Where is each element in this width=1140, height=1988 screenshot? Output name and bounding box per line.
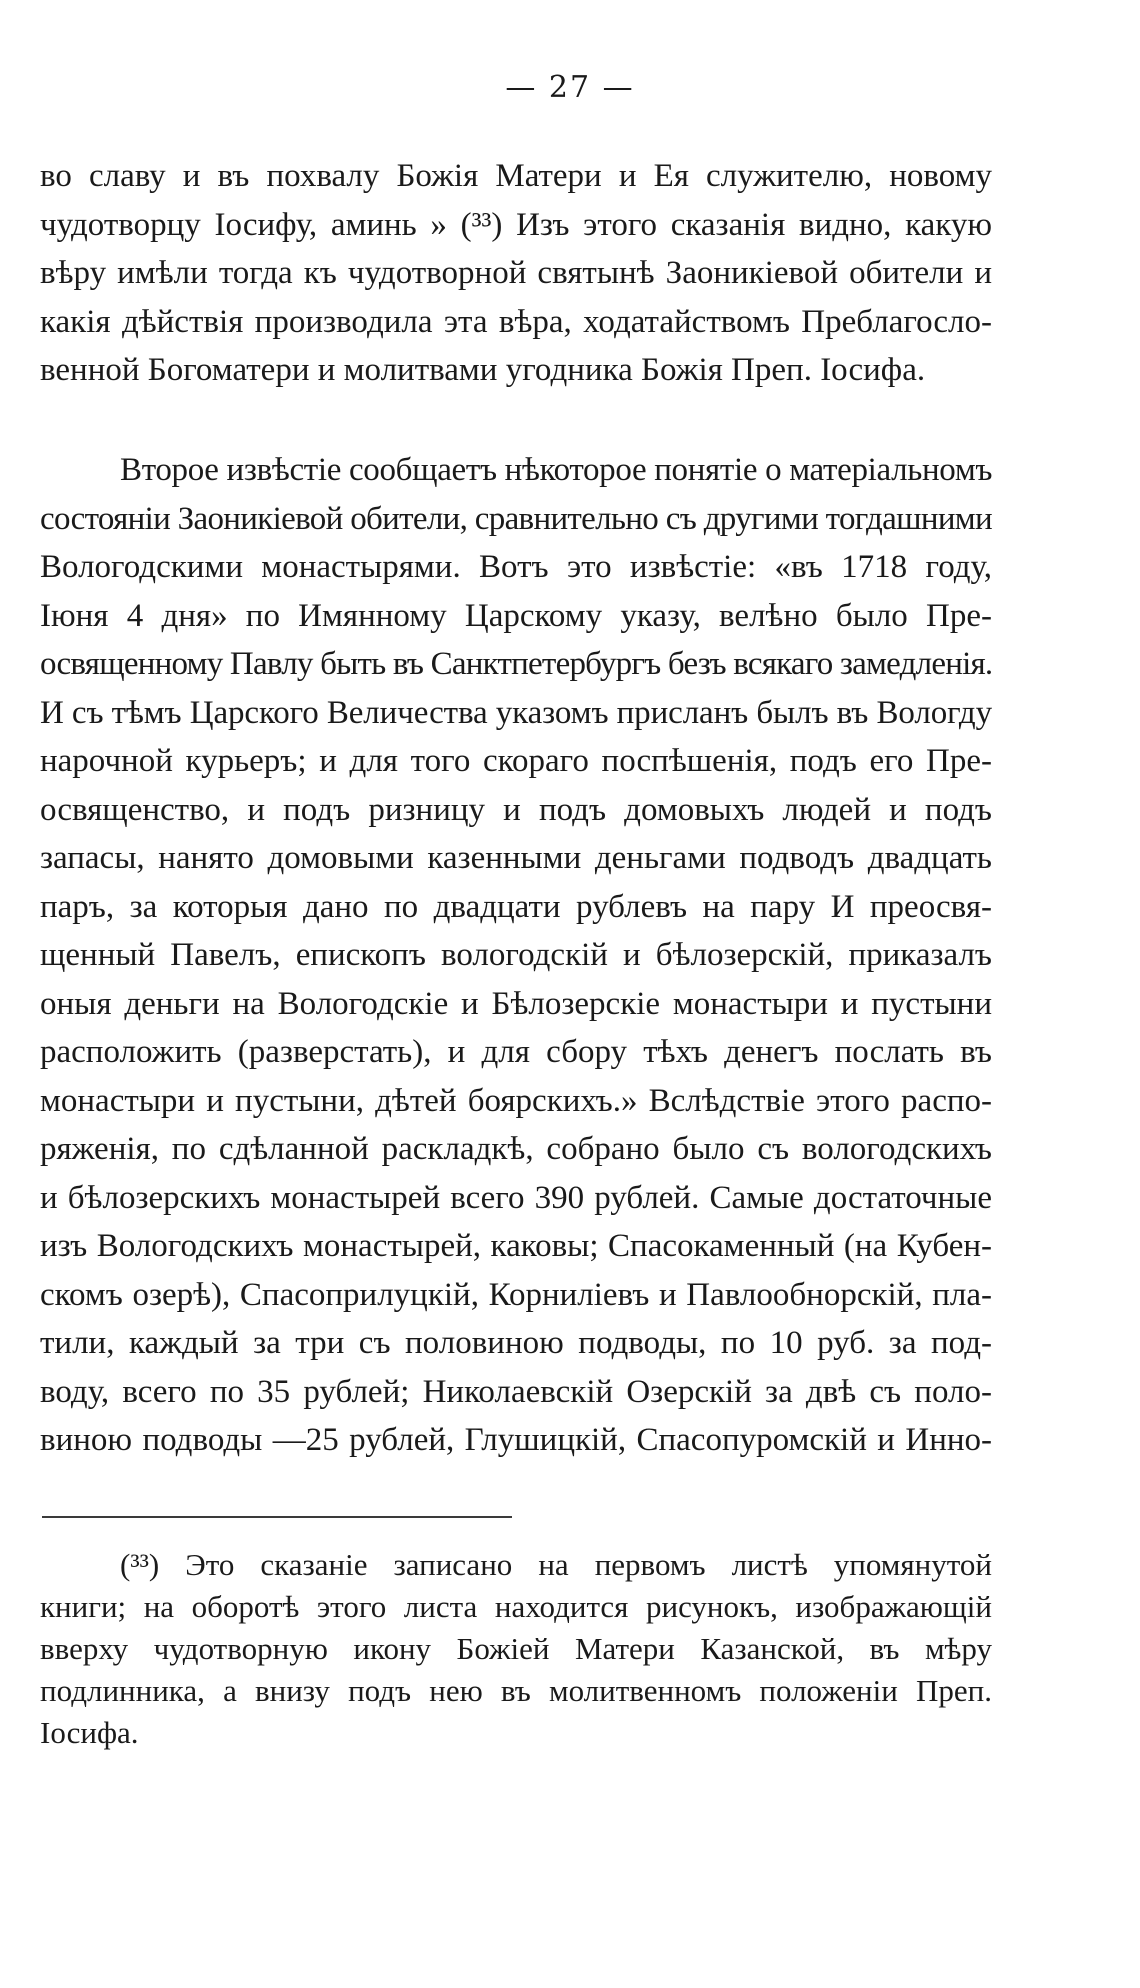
footnote-divider [42,1516,512,1518]
footnote-line: вверху чудотворную икону Божіей Матери Казанской, въ мѣру [40,1631,992,1666]
text-line: оныя деньги на Вологодскіе и Бѣлозерскіе монастыри и пустыни [40,985,992,1022]
footnote-line: книги; на оборотѣ этого листа находится рисунокъ, изображающій [40,1589,992,1624]
text-line: тили, каждый за три съ половиною подводы, по 10 руб. за под- [40,1325,992,1361]
text-line: и бѣлозерскихъ монастырей всего 390 рублей. Самые достаточные [40,1179,992,1216]
text-line: освященство, и подъ ризницу и подъ домовыхъ людей и подъ [40,791,992,828]
text-line: Іюня 4 дня» по Имянному Царскому указу, велѣно было Пре- [40,597,992,634]
text-line: состояніи Заоникіевой обители, сравнительно съ другими тогдашними [40,500,992,537]
text-line: какія дѣйствія производила эта вѣра, ходатайствомъ Преблагосло- [40,303,992,340]
text-line: изъ Вологодскихъ монастырей, каковы; Спасокаменный (на Кубен- [40,1228,992,1264]
text-line: чудотворцу Іосифу, аминь » (³³) Изъ этого сказанія видно, какую [40,206,992,243]
text-line: Второе извѣстіе сообщаетъ нѣкоторое понятіе о матеріальномъ [120,452,993,488]
text-line: щенный Павелъ, епископъ вологодскій и бѣлозерскій, приказалъ [40,937,992,973]
text-line: во славу и въ похвалу Божія Матери и Ея служителю, новому [40,158,992,194]
text-line: монастыри и пустыни, дѣтей боярскихъ.» Вслѣдствіе этого распо- [40,1082,992,1119]
text-line: паръ, за которыя дано по двадцати рублевъ на пару И преосвя- [40,888,992,925]
text-line: венной Богоматери и молитвами угодника Божія Преп. Іосифа. [40,352,926,388]
text-line: запасы, нанято домовыми казенными деньгами подводъ двадцать [40,840,992,876]
footnote-line: (³³) Это сказаніе записано на первомъ листѣ упомянутой [120,1547,992,1582]
text-line: вѣру имѣли тогда къ чудотворной святынѣ Заоникіевой обители и [40,255,992,291]
footnote-line: Іосифа. [40,1715,139,1750]
paragraph-1 [40,152,992,395]
footnote [40,1544,992,1754]
text-line: расположить (разверстать), и для сбору тѣхъ денегъ послать въ [40,1034,992,1070]
text-line: И съ тѣмъ Царского Величества указомъ присланъ былъ въ Вологду [40,694,992,731]
text-line: скомъ озерѣ), Спасоприлуцкій, Корнилiевъ и Павлообнорскій, пла- [40,1276,992,1313]
text-line: Вологодскими монастырями. Вотъ это извѣстіе: «въ 1718 году, [40,549,992,585]
text-line: освященному Павлу быть въ Санктпетербургъ безъ всякаго замедленія. [40,646,993,682]
footnote-line: подлинника, а внизу подъ нею въ молитвенномъ положеніи Преп. [40,1673,992,1708]
text-line: ряженія, по сдѣланной раскладкѣ, собрано было съ вологодскихъ [40,1131,992,1167]
text-line: воду, всего по 35 рублей; Николаевскій Озерскій за двѣ съ поло- [40,1373,992,1410]
paragraph-2 [40,446,992,1465]
page-number: — 27 — [505,70,635,105]
text-line: виною подводы —25 рублей, Глушицкій, Спасопуромскій и Инно- [40,1422,992,1458]
text-line: нарочной курьеръ; и для того скораго поспѣшенія, подъ его Пре- [40,743,992,779]
